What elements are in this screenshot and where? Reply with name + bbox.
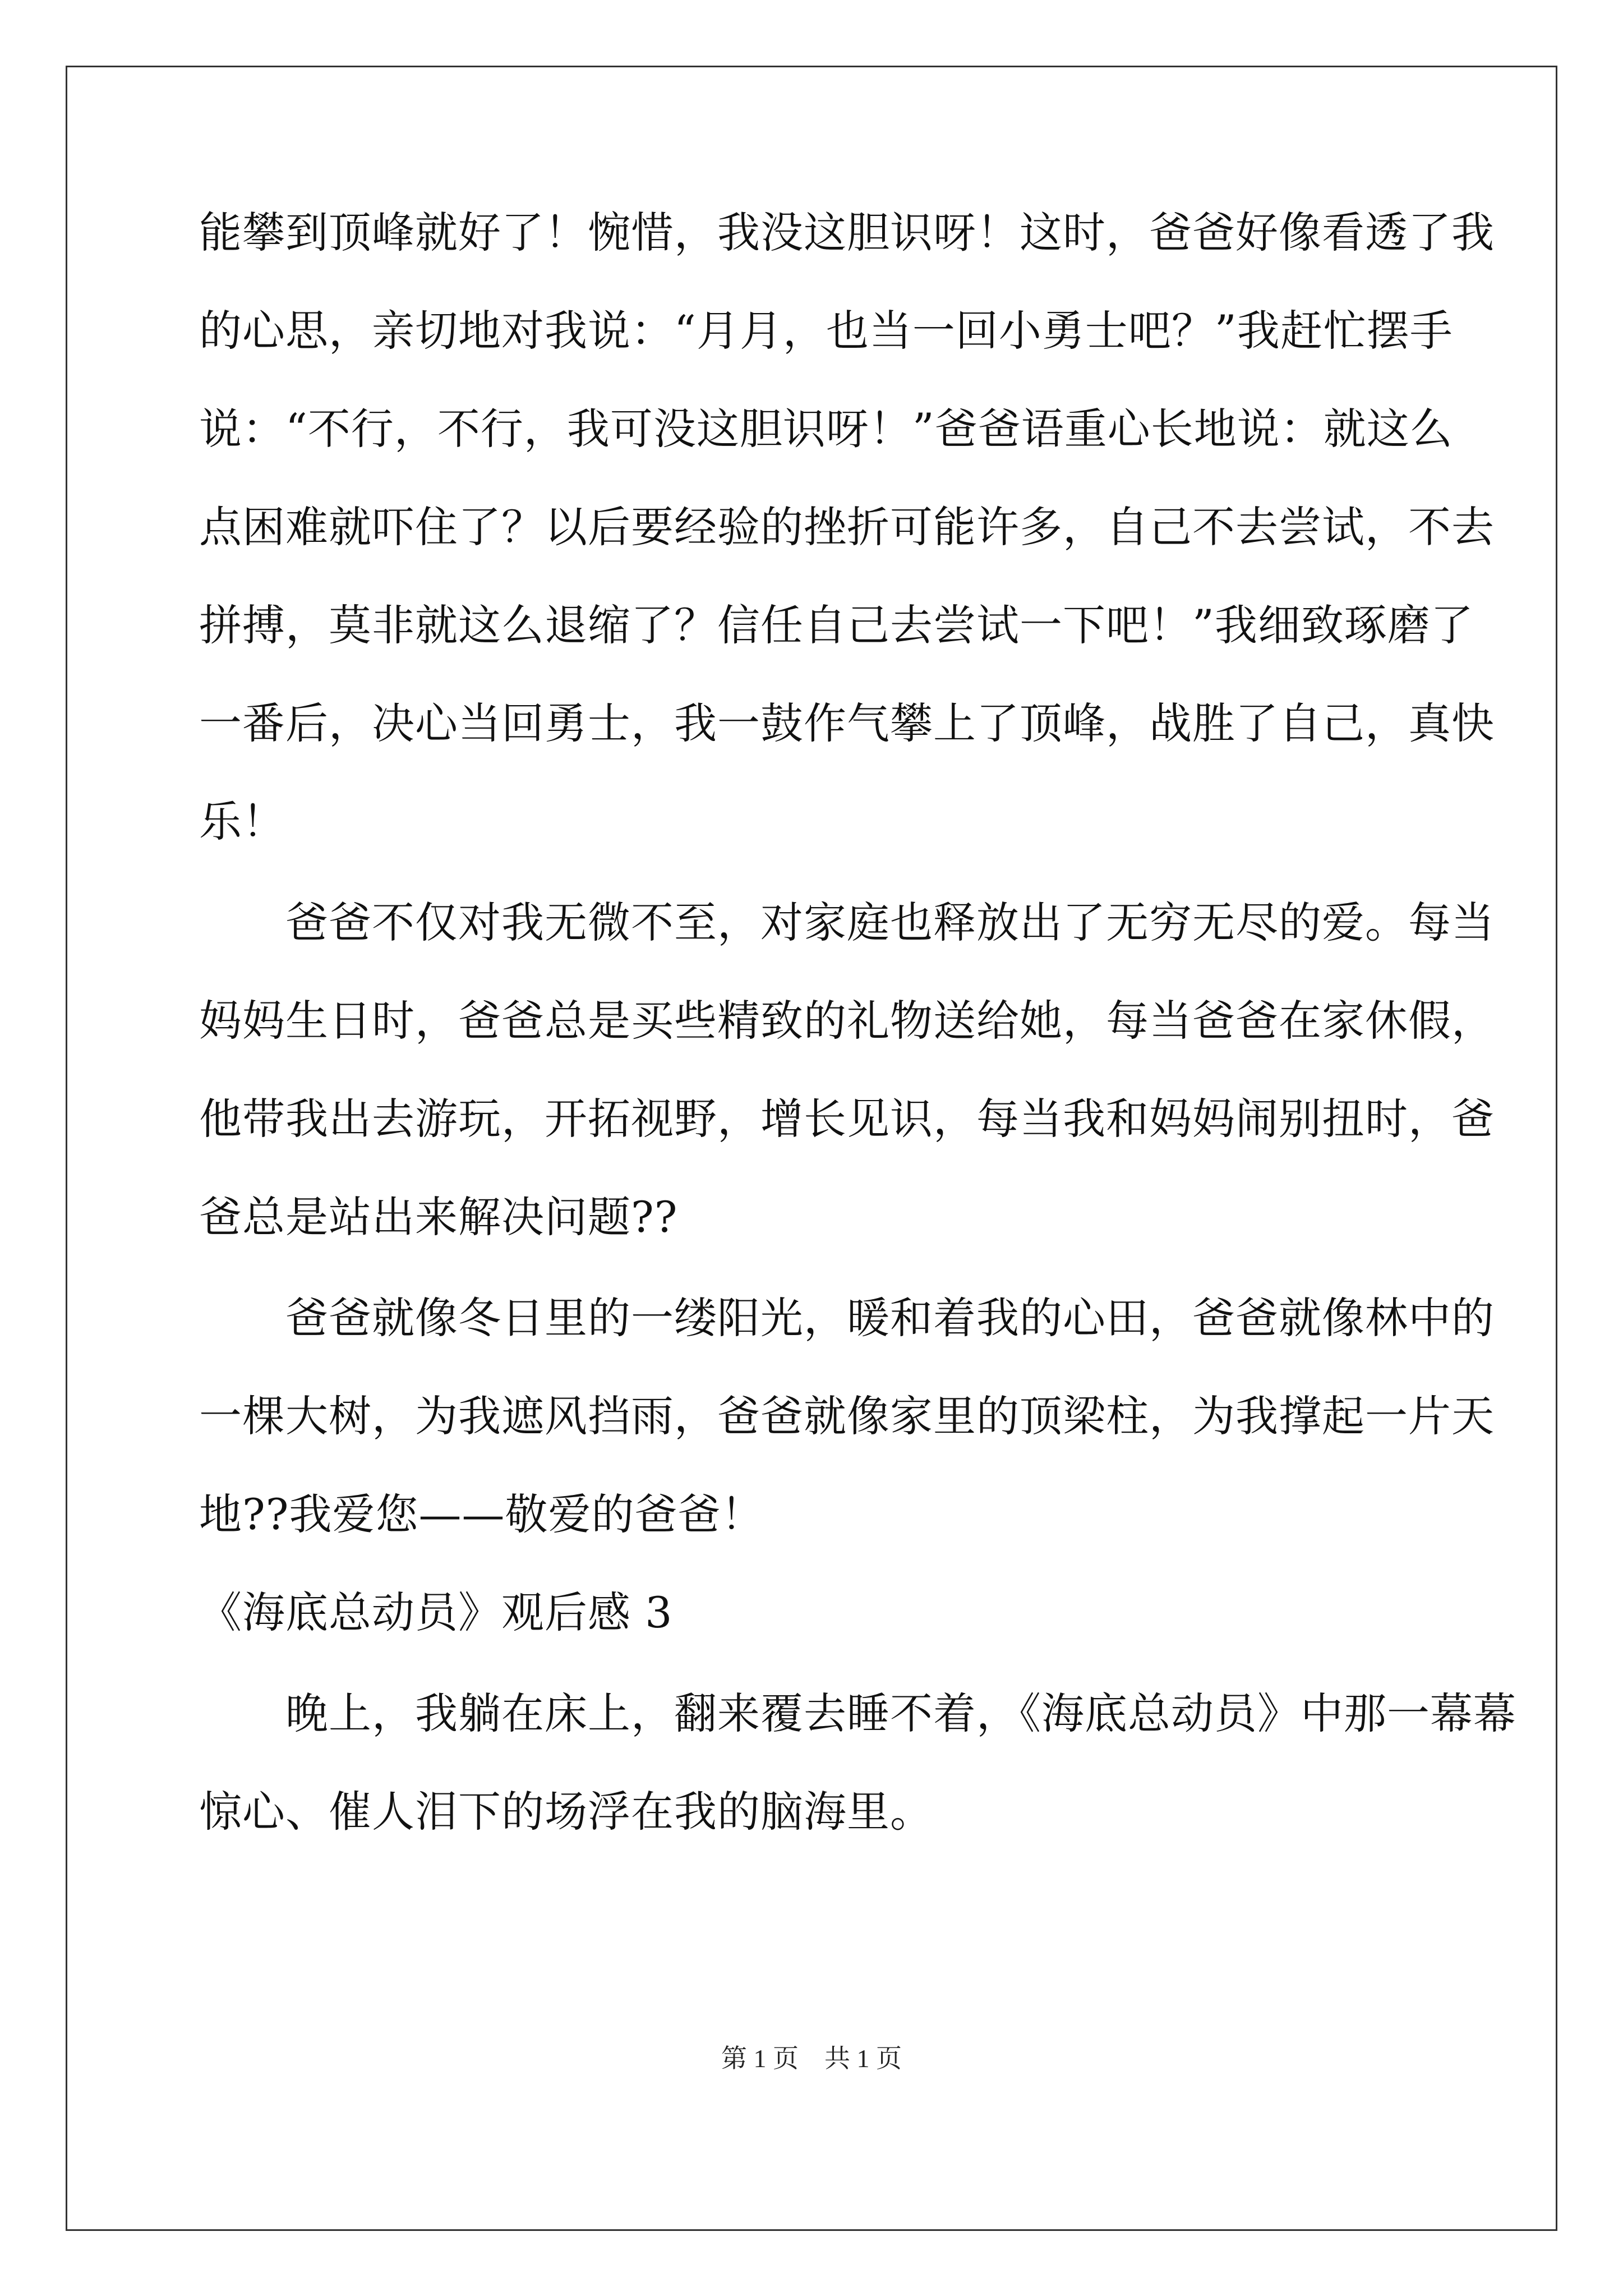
text-line: 他带我出去游玩，开拓视野，增长见识，每当我和妈妈闹别扭时，爸 [199,1094,1495,1144]
text-line: 爸总是站出来解决问题?? [199,1192,678,1242]
text-line: 爸爸就像冬日里的一缕阳光，暖和着我的心田，爸爸就像林中的 [199,1293,1495,1343]
text-line: 晚上，我躺在床上，翻来覆去睡不着，《海底总动员》中那一幕幕 [199,1688,1516,1738]
text-line: 爸爸不仅对我无微不至，对家庭也释放出了无穷无尽的爱。每当 [199,898,1495,947]
section-heading: 《海底总动员》观后感 3 [199,1588,673,1637]
text-line: 地??我爱您——敬爱的爸爸！ [199,1489,764,1539]
text-line: 的心思，亲切地对我说：“月月，也当一回小勇士吧？”我赶忙摆手 [199,306,1453,356]
text-line: 能攀到顶峰就好了！惋惜，我没这胆识呀！这时，爸爸好像看透了我 [199,208,1495,257]
text-line: 惊心、催人泪下的场浮在我的脑海里。 [199,1787,933,1837]
text-line: 说：“不行，不行，我可没这胆识呀！”爸爸语重心长地说：就这么 [199,404,1453,454]
text-line: 一棵大树，为我遮风挡雨，爸爸就像家里的顶梁柱，为我撑起一片天 [199,1391,1495,1441]
text-line: 拼搏，莫非就这么退缩了？信任自己去尝试一下吧！”我细致琢磨了 [199,600,1474,650]
text-line: 点困难就吓住了？以后要经验的挫折可能许多，自己不去尝试，不去 [199,502,1495,552]
page-number-footer: 第 1 页 共 1 页 [721,2044,902,2073]
text-line: 妈妈生日时，爸爸总是买些精致的礼物送给她，每当爸爸在家休假， [199,996,1495,1046]
text-line: 乐！ [199,797,285,846]
text-line: 一番后，决心当回勇士，我一鼓作气攀上了顶峰，战胜了自己，真快 [199,698,1495,748]
